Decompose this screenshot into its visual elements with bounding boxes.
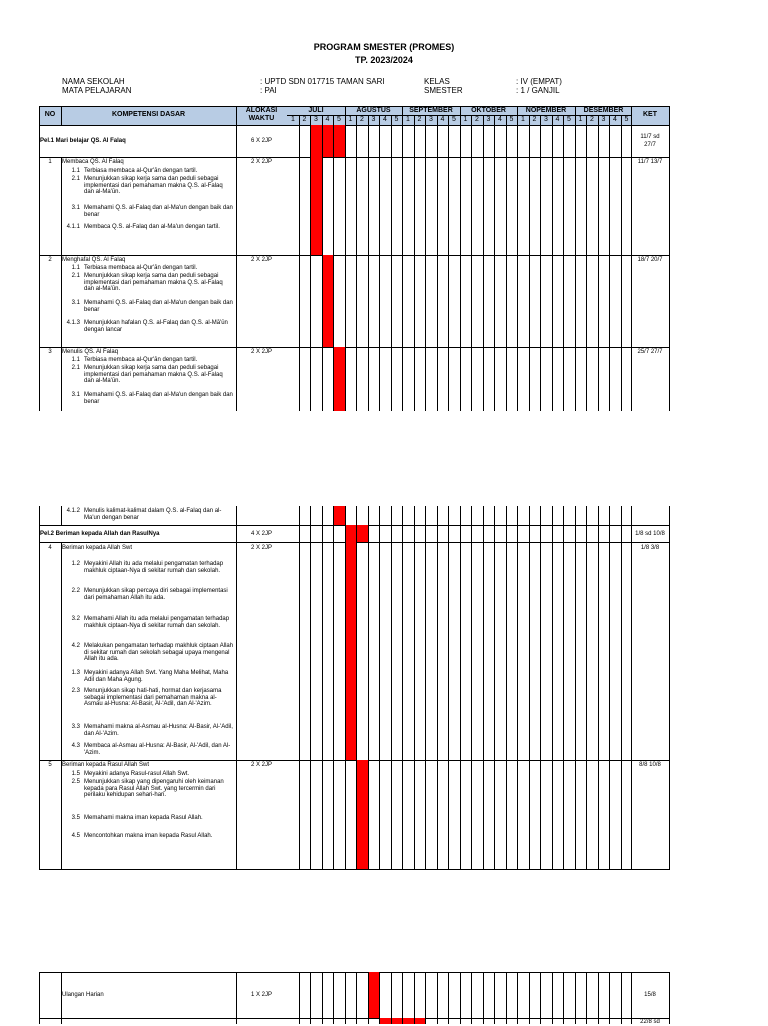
grid-line [506, 972, 507, 1024]
schedule-mark [356, 525, 368, 542]
grid-line [333, 506, 334, 870]
week-number: 4 [325, 116, 330, 123]
week-number: 5 [624, 116, 629, 123]
grid-line [333, 115, 334, 411]
grid-line [310, 506, 311, 870]
row1-no: 1 [48, 159, 52, 165]
week-number: 4 [383, 116, 387, 123]
smester-label: SMESTER [424, 86, 463, 95]
next-row-ket: 22/8 sd [640, 1019, 660, 1025]
grid-line [299, 506, 300, 870]
grid-line [333, 972, 334, 1024]
schedule-mark [310, 157, 322, 255]
schedule-mark [310, 125, 322, 157]
month-agustus: AGUSTUS [356, 107, 391, 114]
kelas-label: KELAS [424, 77, 450, 86]
grid-line [322, 115, 323, 411]
grid-line [437, 115, 438, 411]
grid-line [356, 115, 357, 411]
schedule-mark [402, 1018, 414, 1024]
ulangan-harian-title: Ulangan Harian [62, 992, 104, 998]
month-oktober: OKTOBER [471, 107, 506, 114]
grid-line [586, 972, 587, 1024]
grid-line [609, 115, 610, 411]
grid-line [483, 972, 484, 1024]
col-kompetensi: KOMPETENSI DASAR [111, 111, 186, 118]
nama-sekolah-value: : UPTD SDN 017715 TAMAN SARI [260, 77, 385, 86]
kelas-value: : IV (EMPAT) [516, 77, 562, 86]
grid-line [391, 506, 392, 870]
grid-line [437, 506, 438, 870]
week-number: 3 [314, 116, 318, 123]
grid-line [448, 506, 449, 870]
row5-no: 5 [48, 762, 52, 768]
row2-alokasi: 2 X 2JP [250, 257, 272, 263]
week-number: 4 [440, 116, 445, 123]
section-title-pel1: Pel.1 Mari belajar QS. Al Falaq [40, 138, 126, 144]
week-number: 3 [371, 116, 376, 123]
grid-line [575, 106, 576, 411]
row5-alokasi: 2 X 2JP [250, 762, 272, 768]
grid-line [368, 972, 369, 1024]
schedule-mark [414, 1018, 425, 1024]
pel1-ket-start: 11/7 sd [640, 134, 660, 140]
grid-line [322, 972, 323, 1024]
grid-line [414, 972, 415, 1024]
row4-ket: 1/8 3/8 [640, 545, 660, 551]
mapel-label: MATA PELAJARAN [62, 86, 132, 95]
schedule-mark [322, 125, 333, 157]
grid-line [517, 506, 518, 870]
row3-alokasi: 2 X 2JP [250, 349, 272, 355]
grid-line [379, 115, 380, 411]
grid-line [552, 972, 553, 1024]
schedule-mark [333, 506, 345, 525]
row3-no: 3 [48, 349, 52, 355]
grid-line [402, 106, 403, 411]
grid-line [529, 506, 530, 870]
grid-line [391, 115, 392, 411]
grid-line [517, 972, 518, 1024]
grid-line [552, 506, 553, 870]
schedule-mark [322, 255, 333, 347]
grid-line [356, 972, 357, 1024]
week-number: 3 [486, 116, 491, 123]
schedule-mark [356, 760, 368, 869]
grid-line [322, 506, 323, 870]
grid-line [598, 506, 599, 870]
week-number: 2 [532, 116, 537, 123]
grid-line [425, 506, 426, 870]
week-number: 2 [417, 116, 422, 123]
grid-line [448, 115, 449, 411]
pel1-ket-end: 27/7 [644, 142, 656, 148]
row2-no: 2 [48, 257, 52, 263]
month-september: SEPTEMBER [409, 107, 453, 114]
row1-ket: 11/7 13/7 [637, 159, 663, 165]
grid-line [529, 115, 530, 411]
grid-line [437, 972, 438, 1024]
grid-line [345, 972, 346, 1024]
schedule-mark [333, 125, 345, 157]
week-number: 2 [590, 116, 594, 123]
grid-line [540, 115, 541, 411]
page-title: PROGRAM SMESTER (PROMES) [313, 42, 455, 52]
week-number: 3 [429, 116, 433, 123]
week-number: 2 [302, 116, 307, 123]
grid-line [299, 115, 300, 411]
schedule-mark [368, 972, 379, 1018]
grid-line [345, 506, 346, 870]
grid-line [310, 972, 311, 1024]
grid-line [299, 972, 300, 1024]
week-number: 1 [291, 116, 295, 123]
grid-line [471, 972, 472, 1024]
week-number: 5 [394, 116, 399, 123]
nama-sekolah-label: NAMA SEKOLAH [62, 77, 125, 86]
grid-line [471, 506, 472, 870]
grid-line [609, 506, 610, 870]
grid-line [598, 115, 599, 411]
grid-line [621, 972, 622, 1024]
grid-line [448, 972, 449, 1024]
grid-line [598, 972, 599, 1024]
grid-line [563, 506, 564, 870]
grid-line [494, 115, 495, 411]
week-number: 5 [509, 116, 514, 123]
grid-line [609, 972, 610, 1024]
row5-title: Beriman kepada Rasul Allah Swt [62, 762, 150, 768]
grid-line [621, 506, 622, 870]
grid-line [621, 115, 622, 411]
ulangan-harian-alokasi: 1 X 2JP [250, 992, 272, 998]
schedule-mark [345, 542, 356, 760]
col-no: NO [44, 111, 56, 118]
row3-title: Menulis QS. Al Falaq [62, 349, 119, 355]
grid-line [310, 115, 311, 411]
smester-value: : 1 / GANJIL [516, 86, 560, 95]
mapel-value: : PAI [260, 86, 277, 95]
page-year: TP. 2023/2024 [355, 55, 413, 65]
schedule-mark [379, 1018, 391, 1024]
grid-line [540, 506, 541, 870]
row4-title: Beriman kepada Allah Swt [62, 545, 133, 551]
grid-line [345, 106, 346, 411]
week-number: 4 [555, 116, 560, 123]
pel1-alokasi: 6 X 2JP [250, 138, 272, 144]
week-number: 5 [337, 116, 341, 123]
week-number: 1 [578, 116, 583, 123]
week-number: 5 [452, 116, 456, 123]
row3-ket: 25/7 27/7 [637, 349, 663, 355]
row1-title: Membaca QS. Al Falaq [62, 159, 124, 165]
schedule-mark [345, 525, 356, 542]
grid-line [460, 506, 461, 870]
grid-line [575, 972, 576, 1024]
row1-alokasi: 2 X 2JP [250, 159, 272, 165]
grid-line [460, 106, 461, 411]
grid-line [414, 506, 415, 870]
row4-alokasi: 2 X 2JP [250, 545, 272, 551]
grid-line [368, 506, 369, 870]
grid-line [471, 115, 472, 411]
month-nopember: NOPEMBER [525, 107, 567, 114]
grid-line [391, 972, 392, 1024]
grid-line [586, 115, 587, 411]
week-number: 1 [463, 116, 468, 123]
col-ket: KET [643, 111, 657, 118]
grid-line [575, 506, 576, 870]
grid-line [494, 972, 495, 1024]
row5-ket: 8/8 10/8 [639, 762, 661, 768]
row4-no: 4 [48, 545, 52, 551]
grid-line [494, 506, 495, 870]
grid-line [425, 972, 426, 1024]
grid-line [506, 506, 507, 870]
row2-title: Menghafal QS. Al Falaq [62, 257, 126, 263]
grid-line [379, 506, 380, 870]
grid-line [460, 972, 461, 1024]
grid-line [402, 506, 403, 870]
section-title-pel2: Pel.2 Beriman kepada Allah dan RasulNya [40, 531, 160, 537]
week-number: 4 [498, 116, 502, 123]
week-number: 5 [567, 116, 571, 123]
month-juli: JULI [308, 107, 324, 114]
grid-line [529, 972, 530, 1024]
pel2-ket: 1/8 sd 10/8 [635, 531, 665, 537]
col-alokasi: ALOKASI [245, 107, 278, 114]
week-number: 4 [613, 116, 617, 123]
grid-line [356, 506, 357, 870]
grid-line [425, 115, 426, 411]
ulangan-harian-ket: 15/8 [644, 992, 656, 998]
grid-line [414, 115, 415, 411]
week-number: 1 [348, 116, 353, 123]
week-number: 3 [601, 116, 606, 123]
grid-line [483, 506, 484, 870]
week-number: 1 [521, 116, 525, 123]
week-number: 3 [544, 116, 548, 123]
grid-line [586, 506, 587, 870]
grid-line [563, 115, 564, 411]
grid-line [506, 115, 507, 411]
grid-line [563, 972, 564, 1024]
pel2-alokasi: 4 X 2JP [250, 531, 272, 537]
grid-line [540, 972, 541, 1024]
col-waktu: WAKTU [248, 115, 275, 122]
week-number: 1 [406, 116, 410, 123]
grid-line [517, 106, 518, 411]
grid-line [483, 115, 484, 411]
schedule-mark [333, 347, 345, 411]
week-number: 2 [475, 116, 479, 123]
grid-line [402, 972, 403, 1024]
grid-line [552, 115, 553, 411]
grid-line [368, 115, 369, 411]
row2-ket: 18/7 20/7 [637, 257, 663, 263]
week-number: 2 [360, 116, 364, 123]
grid-line [379, 972, 380, 1024]
month-desember: DESEMBER [583, 107, 624, 114]
schedule-mark [391, 1018, 402, 1024]
